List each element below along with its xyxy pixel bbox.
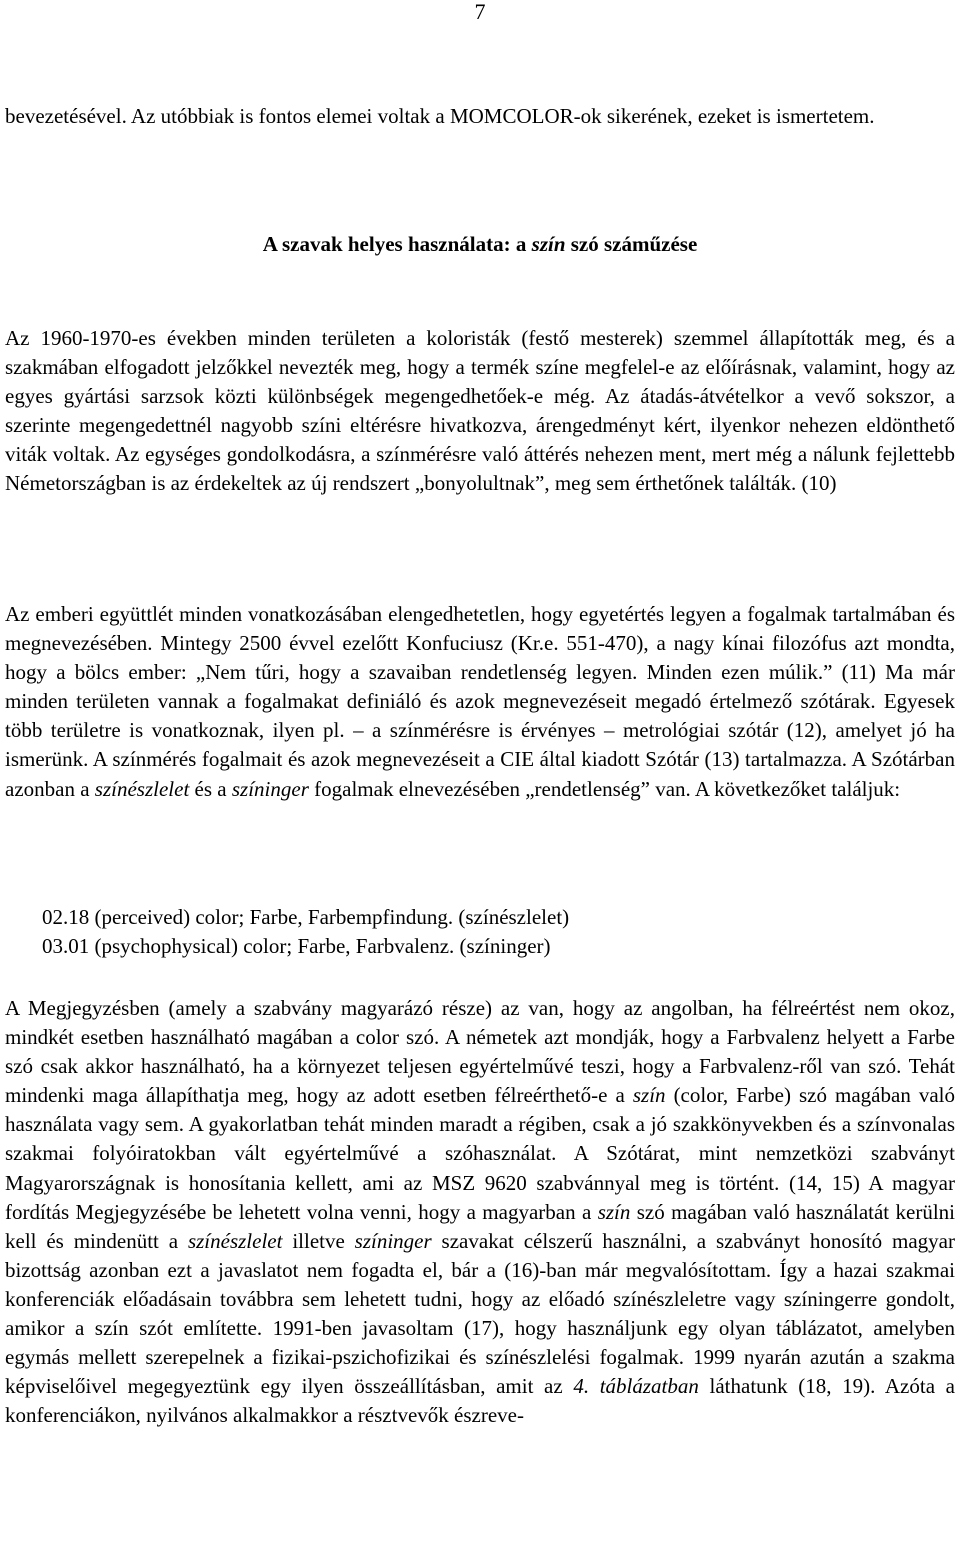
paragraph-intro-text: bevezetésével. Az utóbbiak is fontos elemei voltak a MOMCOLOR-ok sikerének, ezeket is ismertetem. bbox=[5, 104, 875, 128]
paragraph-note-text-2: (color, Farbe) szó magában való használata vagy sem. A gyakorlatban tehát minden maradt a régiben, csak a jó szakkönyvekben és a színvonalas szakmai folyóiratokban vált egyértelművé a szóhasználat. A Szótárat, mint nemzetközi szabványt Magyarországnak is honosítania kellett, ami az MSZ 9620 szabvánnyal meg is történt. (14, 15) A magyar fordítás Megjegyzésébe be lehetett volna venni, hogy a magyarban a bbox=[5, 1083, 956, 1224]
heading-part-c: szó száműzése bbox=[565, 232, 698, 256]
paragraph-confucius-italic-1: színészlelet bbox=[94, 776, 190, 801]
paragraph-confucius-italic-2: színinger bbox=[231, 776, 309, 801]
definition-item: 03.01 (psychophysical) color; Farbe, Farbvalenz. (színinger) bbox=[42, 934, 551, 959]
paragraph-intro bbox=[5, 102, 955, 131]
paragraph-note-text-5: szavakat célszerű használni, a szabványt honosító magyar bizottság azonban ezt a javaslatot nem fogadta el, bár a (16)-ban már megvalósítottam. Így a hazai szakmai konferenciák előadásain továbbra sem lehetett tudni, hogy az előadó színészleletre vagy színingerre gondolt, amikor a szín szót említette. 1991-ben javasoltam (17), hogy használjunk egy olyan táblázatot, amelyben egymás mellett szerepelnek a fizikai-pszichofizikai és színészlelési fogalmak. 1999 nyarán azután a szakma képviselőivel megegyeztünk egy ilyen összeállításban, amit az bbox=[5, 1228, 955, 1399]
definition-list bbox=[42, 903, 569, 961]
definition-item: 02.18 (perceived) color; Farbe, Farbempfindung. (színészlelet) bbox=[42, 905, 570, 929]
paragraph-note-italic-5: 4. táblázatban bbox=[573, 1374, 699, 1399]
paragraph-history-text: Az 1960-1970-es években minden területen a koloristák (festő mesterek) szemmel állapították meg, és a szakmában elfogadott jelzőkkel nevezték meg, hogy a termék színe megfelel-e az előírásnak, valamint, hogy az egyes gyártási sarzsok közti különbségek megengedhetőek-e még. Az átadás-átvételkor a vevő sokszor, a szerinte megengedettnél nagyobb színi eltérésre hivatkozva, árengedményt kért, ilyenkor nehezen eldönthető viták voltak. Az egységes gondolkodásra, a színmérésre való áttérés nehezen ment, mert még a nálunk fejlettebb Németországban is az érdekeltek az új rendszert „bonyolultnak”, meg sem érthetőnek találták. (10) bbox=[5, 326, 955, 496]
paragraph-confucius bbox=[5, 600, 955, 804]
page-number: 7 bbox=[474, 0, 486, 24]
paragraph-note-italic-4: színinger bbox=[354, 1228, 432, 1253]
paragraph-note-text-4: illetve bbox=[282, 1228, 355, 1253]
paragraph-note-text-1: A Megjegyzésben (amely a szabvány magyarázó része) az van, hogy az angolban, ha félreértést nem okoz, mindkét esetben használható magában a color szó. A németek azt mondják, hogy a Farbvalenz helyett a Farbe szó csak akkor használható, ha a környezet teljesen egyértelművé teszi, hogy a Farbvalenz-ről van szó. Tehát mindenki maga állapíthatja meg, hogy az adott esetben félreérthető-e a bbox=[5, 996, 955, 1108]
heading-italic-word: szín bbox=[531, 232, 566, 256]
paragraph-note bbox=[5, 994, 955, 1430]
paragraph-note-italic-3: színészlelet bbox=[187, 1228, 283, 1253]
section-heading bbox=[0, 230, 960, 258]
paragraph-note-text-3: szó magában való használatát kerülni kell és mindenütt a bbox=[5, 1199, 955, 1253]
paragraph-note-text-6: láthatunk (18, 19). Azóta a konferenciákon, nyilvános alkalmakkor a résztvevők észreve- bbox=[5, 1374, 955, 1428]
paragraph-note-italic-2: szín bbox=[597, 1199, 631, 1224]
paragraph-note-italic-1: szín bbox=[632, 1083, 666, 1108]
paragraph-history bbox=[5, 324, 955, 499]
paragraph-confucius-text-2: és a bbox=[189, 776, 232, 801]
heading-part-a: A szavak helyes használata: a bbox=[262, 232, 532, 256]
paragraph-confucius-text-1: Az emberi együttlét minden vonatkozásában elengedhetetlen, hogy egyetértés legyen a fogalmak tartalmában és megnevezésében. Mintegy 2500 évvel ezelőtt Konfuciusz (Kr.e. 551-470), a nagy kínai filozófus azt mondta, hogy a bölcs ember: „Nem tűri, hogy a szavaiban rendetlenség legyen. Minden ezen múlik.” (11) Ma már minden területen vannak a fogalmakat definiáló és azok megnevezéseit megadó értelmező szótárak. Egyesek több területre is vonatkoznak, ilyen pl. – a színmérésre is érvényes – metrológiai szótár (12), amelyet jó ha ismerünk. A színmérés fogalmait és azok megnevezéseit a CIE által kiadott Szótár (13) tartalmazza. A Szótárban azonban a bbox=[5, 602, 955, 801]
paragraph-confucius-text-3: fogalmak elnevezésében „rendetlenség” van. A következőket találjuk: bbox=[308, 776, 901, 801]
